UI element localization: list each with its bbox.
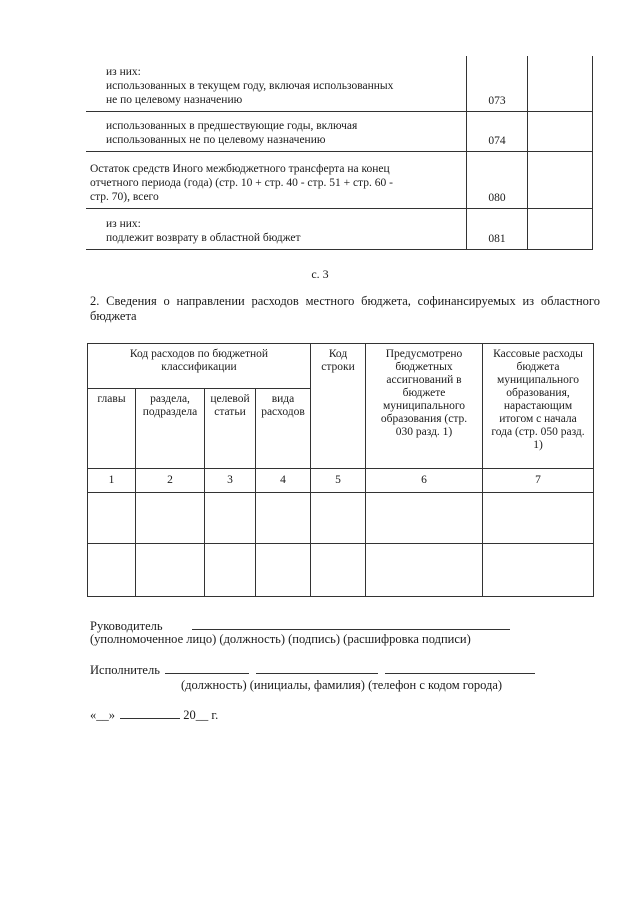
row-label: из них: использованных в текущем году, включая использованных не по целевому назначению xyxy=(86,56,467,111)
empty-cell xyxy=(256,493,311,544)
page-number: с. 3 xyxy=(311,267,329,281)
month-blank xyxy=(120,706,180,719)
planned-allocations-header: Предусмотрено бюджетных ассигнований в бюджете муниципального образования (стр. 030 разд. 1) xyxy=(366,344,483,469)
row-label: Остаток средств Иного межбюджетного трансферта на конец отчетного периода (года) (стр. 10 + стр. 40 - стр. 51 + стр. 60 - стр. 70), всего xyxy=(86,151,467,208)
phone-blank xyxy=(385,661,535,674)
empty-cell xyxy=(311,493,366,544)
header-row xyxy=(88,344,594,389)
empty-cell xyxy=(366,544,483,597)
target-item-header: целевой статьи xyxy=(205,389,256,469)
line-code-header: Код строки xyxy=(311,344,366,469)
row-label: из них: подлежит возврату в областной бюджет xyxy=(86,208,467,249)
section-heading: 2. Сведения о направлении расходов местного бюджета, софинансируемых из областного бюджета xyxy=(90,294,600,323)
row-label: использованных в предшествующие годы, включая использованных не по целевому назначению xyxy=(86,111,467,151)
row-code: 080 xyxy=(467,151,528,208)
head-signature-caption: (уполномоченное лицо) (должность) (подпись) (расшифровка подписи) xyxy=(90,632,471,646)
position-blank xyxy=(165,661,249,674)
balance-table xyxy=(86,56,593,250)
table-row xyxy=(86,208,593,249)
empty-cell xyxy=(366,493,483,544)
empty-cell xyxy=(136,544,205,597)
column-number: 4 xyxy=(256,469,311,493)
empty-cell xyxy=(205,544,256,597)
value-cell xyxy=(528,111,593,151)
column-number: 5 xyxy=(311,469,366,493)
empty-cell xyxy=(311,544,366,597)
column-number: 6 xyxy=(366,469,483,493)
row-code: 081 xyxy=(467,208,528,249)
value-cell xyxy=(528,56,593,111)
empty-cell xyxy=(88,544,136,597)
column-number: 3 xyxy=(205,469,256,493)
table-row xyxy=(86,111,593,151)
date-line xyxy=(90,706,218,723)
executor-signature-line xyxy=(90,661,535,678)
expenses-table xyxy=(87,343,594,597)
empty-cell xyxy=(136,493,205,544)
empty-cell xyxy=(483,493,594,544)
table-row xyxy=(86,56,593,111)
row-code: 073 xyxy=(467,56,528,111)
empty-cell xyxy=(88,493,136,544)
value-cell xyxy=(528,208,593,249)
column-number: 7 xyxy=(483,469,594,493)
signature-blank xyxy=(192,617,510,630)
column-number-row xyxy=(88,469,594,493)
head-label: Руководитель xyxy=(90,619,163,633)
cash-expenses-header: Кассовые расходы бюджета муниципального образования, нарастающим итогом с начала года (стр. 050 разд. 1) xyxy=(483,344,594,469)
chapter-header: главы xyxy=(88,389,136,469)
column-number: 1 xyxy=(88,469,136,493)
section-subsection-header: раздела, подраздела xyxy=(136,389,205,469)
value-cell xyxy=(528,151,593,208)
column-number: 2 xyxy=(136,469,205,493)
budget-classification-header: Код расходов по бюджетной классификации xyxy=(88,344,311,389)
name-blank xyxy=(256,661,378,674)
empty-cell xyxy=(205,493,256,544)
expense-type-header: вида расходов xyxy=(256,389,311,469)
date-day: «__» xyxy=(90,708,115,722)
row-code: 074 xyxy=(467,111,528,151)
executor-signature-caption: (должность) (инициалы, фамилия) (телефон с кодом города) xyxy=(181,678,503,692)
date-year: 20__ г. xyxy=(183,708,219,722)
executor-label: Исполнитель xyxy=(90,663,160,677)
empty-cell xyxy=(483,544,594,597)
table-row xyxy=(86,151,593,208)
table-row xyxy=(88,544,594,597)
table-row xyxy=(88,493,594,544)
empty-cell xyxy=(256,544,311,597)
